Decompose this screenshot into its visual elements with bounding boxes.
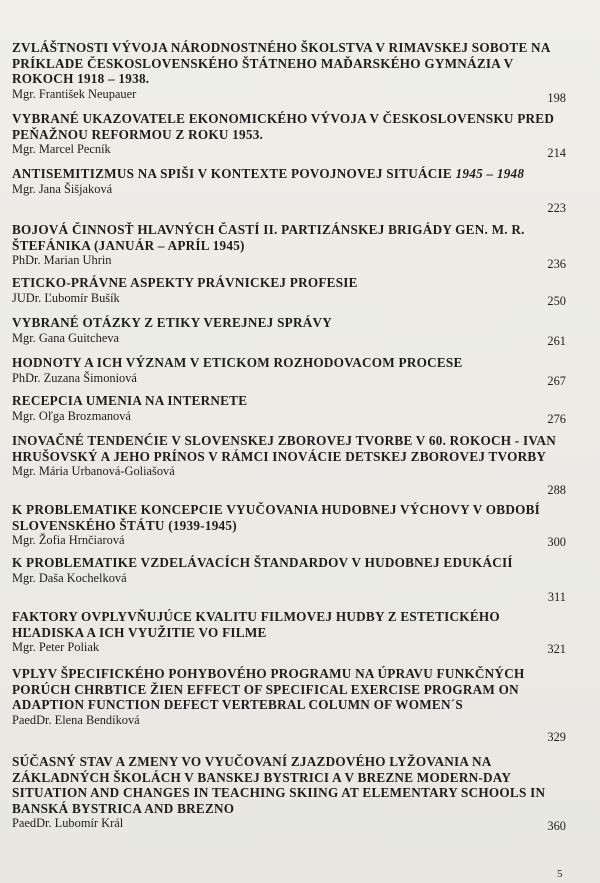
entry-author: PhDr. Zuzana Šimoniová <box>12 370 137 385</box>
entry-page-number: 311 <box>547 590 566 604</box>
entry-page-number: 223 <box>547 201 566 215</box>
entry-page-number: 288 <box>547 483 566 497</box>
entry-author: PaedDr. Elena Bendíková <box>12 712 140 727</box>
entry-page-number: 236 <box>547 257 566 271</box>
entry-title: K PROBLEMATIKE KONCEPCIE VYUČOVANIA HUDOBNEJ VÝCHOVY V OBDOBÍ SLOVENSKÉHO ŠTÁTU (1939-1945) <box>12 502 541 533</box>
toc-entry <box>12 555 574 604</box>
entry-author: Mgr. Mária Urbanová-Goliašová <box>12 464 175 478</box>
page-folio: 5 <box>557 868 563 880</box>
toc-entry <box>12 754 574 833</box>
entry-title: VYBRANÉ OTÁZKY Z ETIKY VEREJNEJ SPRÁVY <box>12 315 333 330</box>
entry-page-number: 261 <box>547 334 566 348</box>
entry-page-number: 267 <box>547 374 566 388</box>
entry-page-number: 360 <box>547 819 566 833</box>
entry-page-number: 250 <box>547 294 566 308</box>
toc-entry <box>12 666 574 744</box>
entry-title: ETICKO-PRÁVNE ASPEKTY PRÁVNICKEJ PROFESIE <box>12 275 358 290</box>
entry-title: HODNOTY A ICH VÝZNAM V ETICKOM ROZHODOVACOM PROCESE <box>12 355 463 370</box>
toc-entry <box>12 315 574 348</box>
entry-author: Mgr. Gana Guitcheva <box>12 330 120 345</box>
entry-page-number: 214 <box>547 146 566 160</box>
entry-title: K PROBLEMATIKE VZDELÁVACÍCH ŠTANDARDOV V HUDOBNEJ EDUKÁCIÍ <box>12 555 513 570</box>
toc-entry <box>12 609 574 654</box>
entry-author: Mgr. Žofia Hrnčiarová <box>12 533 125 547</box>
entry-author: Mgr. Jana Šišjaková <box>12 181 113 196</box>
entry-title: ZVLÁŠTNOSTI VÝVOJA NÁRODNOSTNÉHO ŠKOLSTVA V RIMAVSKEJ SOBOTE NA PRÍKLADE ČESKOSLOVENSKÉHO ŠTÁTNEHO MAĎARSKÉHO GYMNÁZIA V ROKOCH 1918 – 1938. <box>12 40 550 86</box>
toc-entry <box>12 502 574 547</box>
entry-title: BOJOVÁ ČINNOSŤ HLAVNÝCH ČASTÍ II. PARTIZÁNSKEJ BRIGÁDY GEN. M. R. ŠTEFÁNIKA (JANUÁR – APRÍL 1945) <box>12 222 525 253</box>
entry-author: Mgr. Marcel Pecník <box>12 142 111 156</box>
entry-author: PhDr. Marian Uhrin <box>12 253 112 267</box>
entry-page-number: 198 <box>547 91 566 105</box>
entry-title: INOVAČNÉ TENDENĆIE V SLOVENSKEJ ZBOROVEJ TVORBE V 60. ROKOCH - IVAN HRUŠOVSKÝ A JEHO PRÍNOS V RÁMCI INOVÁCIE DETSKEJ ZBOROVEJ TVORBY <box>12 433 556 464</box>
entry-author: Mgr. Peter Poliak <box>12 640 100 654</box>
entry-page-number: 276 <box>547 412 566 426</box>
entry-page-number: 329 <box>547 730 566 744</box>
entry-title: ANTISEMITIZMUS NA SPIŠI V KONTEXTE POVOJNOVEJ SITUÁCIE 1945 – 1948 <box>12 166 525 181</box>
entry-title: FAKTORY OVPLYVŇUJÚCE KVALITU FILMOVEJ HUDBY Z ESTETICKÉHO HĽADISKA A ICH VYUŽITIE VO FILME <box>12 609 500 640</box>
toc-entry <box>12 222 574 271</box>
entry-title-years: 1945 – 1948 <box>455 166 525 181</box>
entry-author: JUDr. Ľubomír Bušík <box>12 290 120 305</box>
entry-title: SÚČASNÝ STAV A ZMENY VO VYUČOVANÍ ZJAZDOVÉHO LYŽOVANIA NA ZÁKLADNÝCH ŠKOLÁCH V BANSKEJ BYSTRICI A V BREZNE MODERN-DAY SITUATION AND CHANGES IN TEACHING SKIING AT ELEMENTARY SCHOOLS IN BANSKÁ BYSTRICA AND BREZNO <box>12 754 546 816</box>
toc-entry <box>12 166 574 215</box>
toc-entry <box>12 111 574 160</box>
toc-entry <box>12 275 574 308</box>
entry-title: RECEPCIA UMENIA NA INTERNETE <box>12 393 248 408</box>
entry-page-number: 321 <box>547 642 566 656</box>
toc-entry <box>12 433 574 497</box>
entry-author: Mgr. Oľga Brozmanová <box>12 408 131 423</box>
toc-entry <box>12 355 574 388</box>
entry-author: Mgr. František Neupauer <box>12 86 137 101</box>
entry-author: Mgr. Daša Kochelková <box>12 570 127 585</box>
entry-title: VPLYV ŠPECIFICKÉHO POHYBOVÉHO PROGRAMU NA ÚPRAVU FUNKČNÝCH PORÚCH CHRBTICE ŽIEN EFFECT OF SPECIFICAL EXERCISE PROGRAM ON ADAPTION FUNCTION DEFECT VERTEBRAL COLUMN OF WOMEN´S <box>12 666 525 712</box>
toc-entry <box>12 40 574 105</box>
entry-author: PaedDr. Lubomír Král <box>12 816 124 830</box>
toc-entry <box>12 393 574 426</box>
entry-page-number: 300 <box>547 535 566 549</box>
entry-title: VYBRANÉ UKAZOVATELE EKONOMICKÉHO VÝVOJA V ČESKOSLOVENSKU PRED PEŇAŽNOU REFORMOU Z ROKU 1953. <box>12 111 555 142</box>
